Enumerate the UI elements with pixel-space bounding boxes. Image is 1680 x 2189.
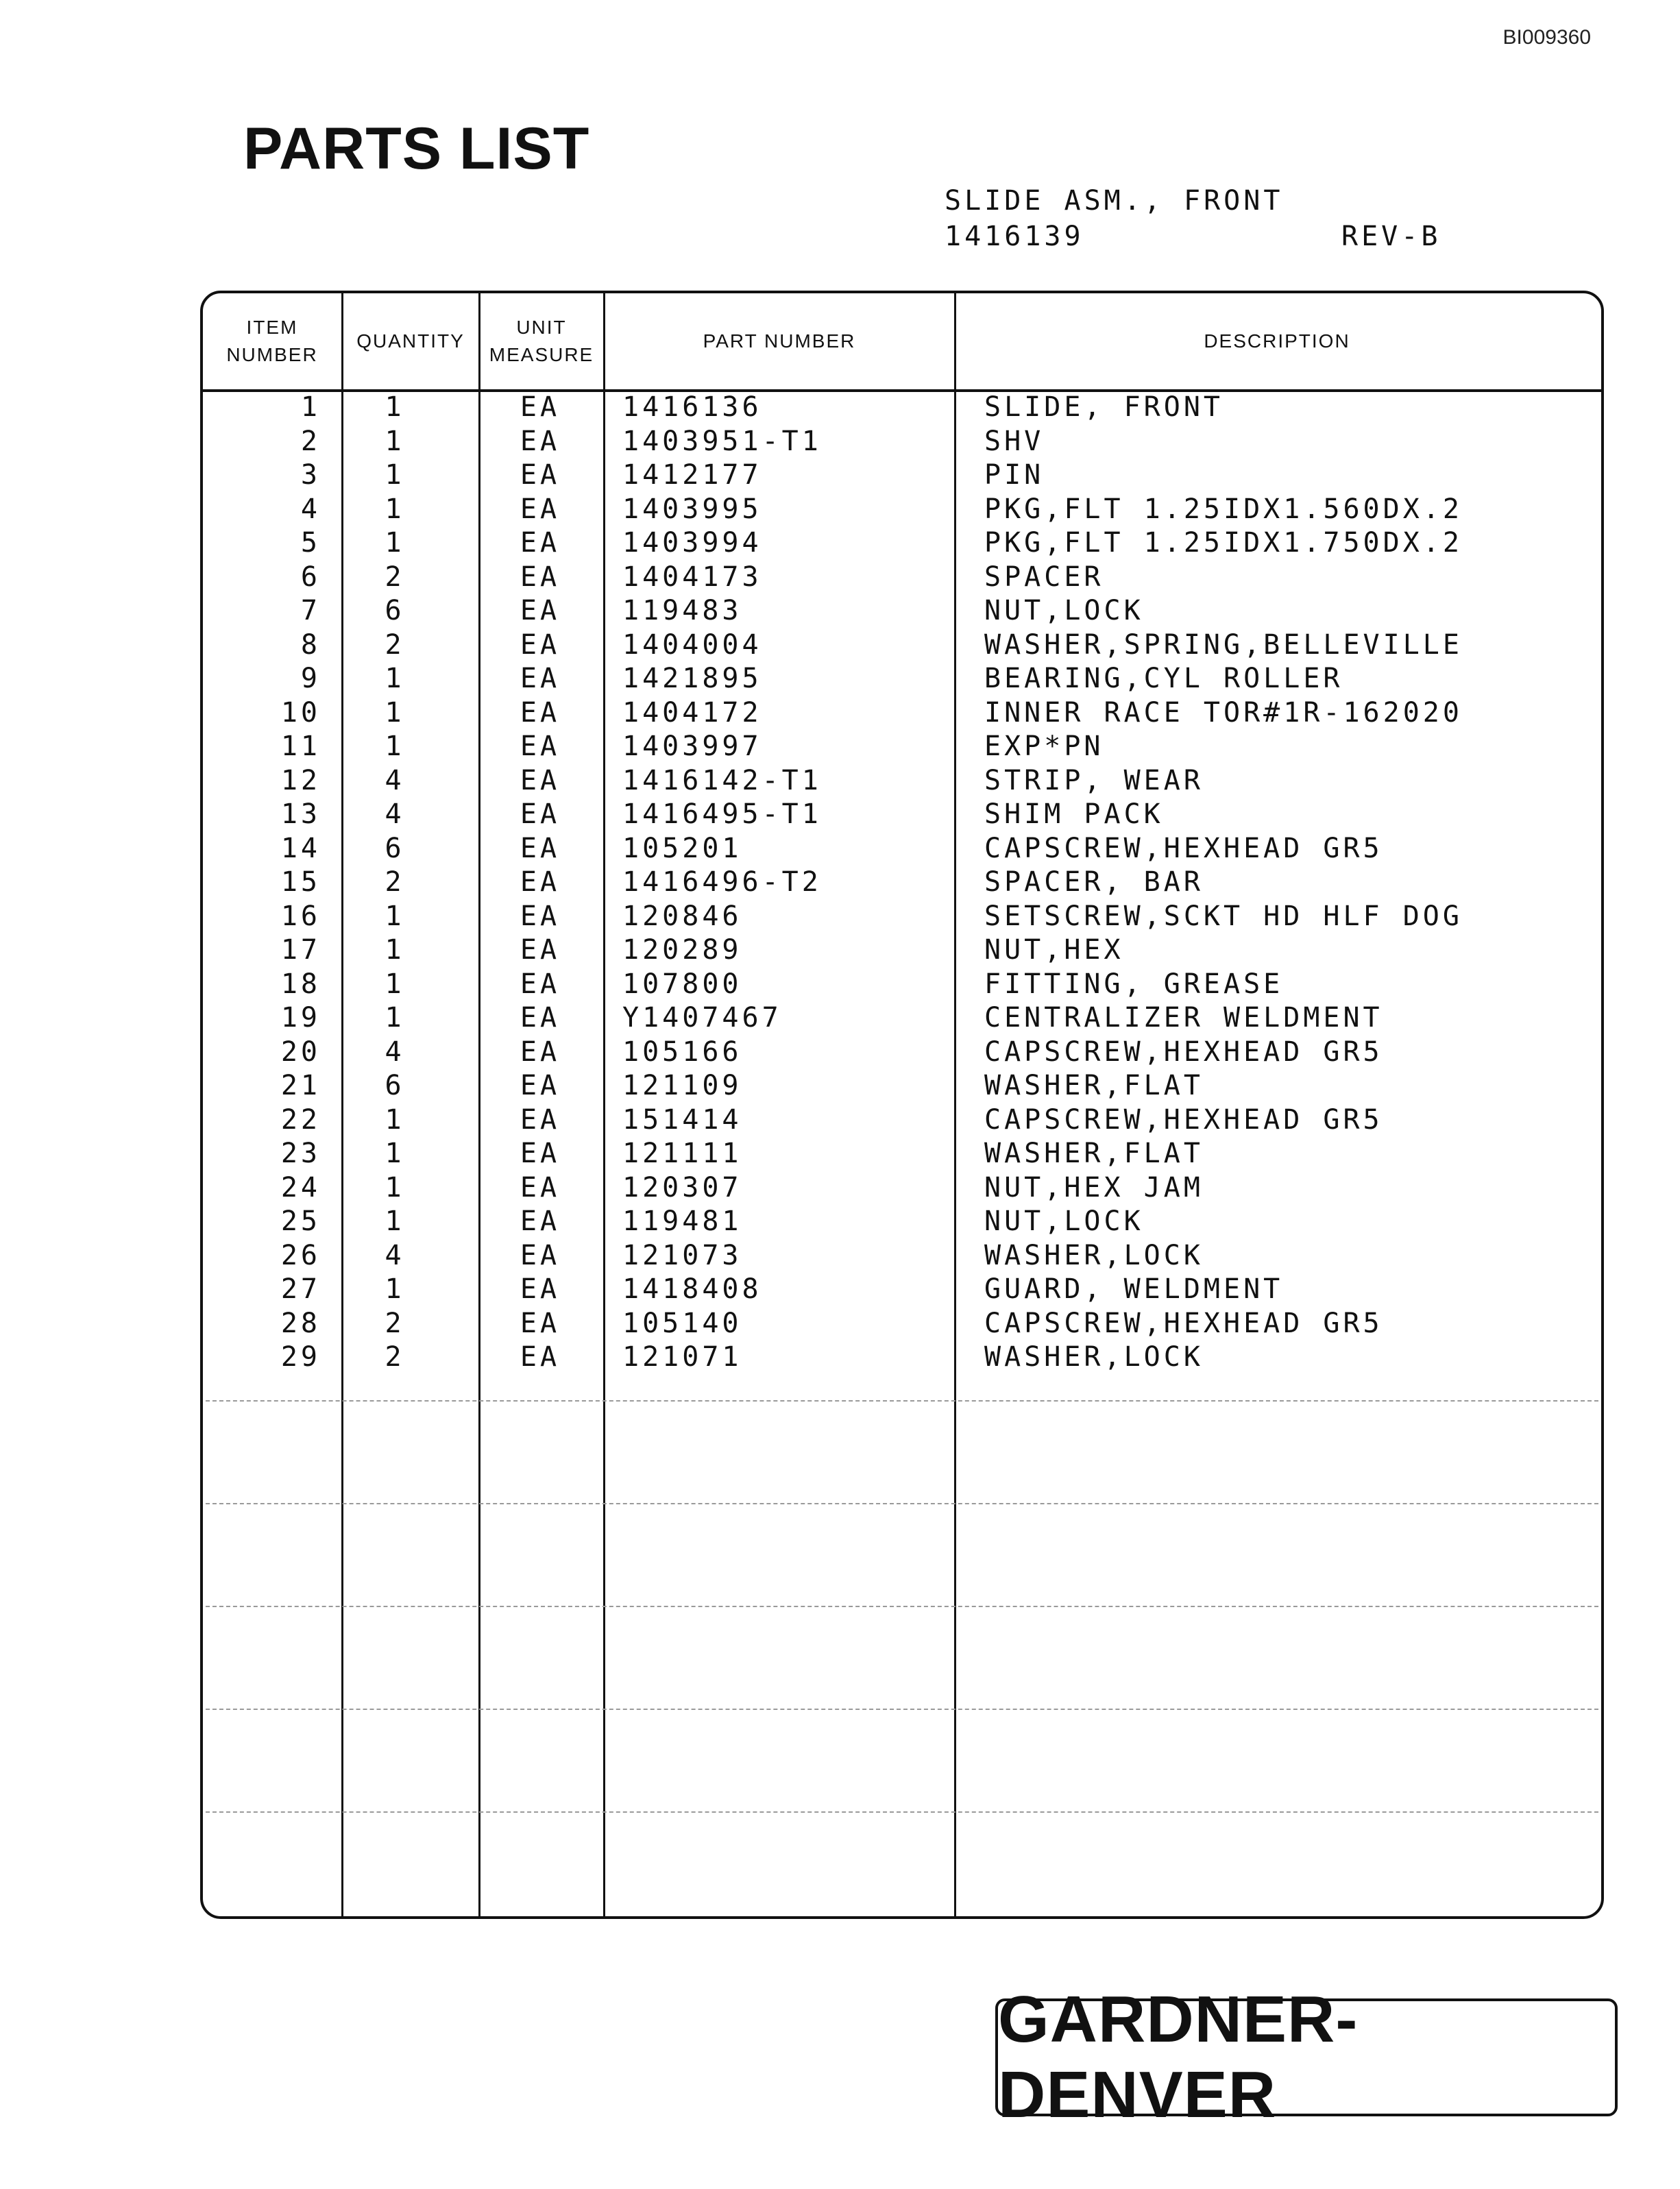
table-row [203,968,1601,1002]
part-number-cell: 121073 [622,1239,742,1271]
assembly-revision: REV-B [1341,221,1441,252]
quantity-cell: 4 [385,798,405,830]
description-cell: WASHER,SPRING,BELLEVILLE [984,628,1463,661]
item-number-cell: 3 [300,459,321,491]
table-row [203,832,1601,866]
item-number-cell: 2 [300,425,321,457]
item-number-cell: 16 [280,900,321,932]
part-number-cell: 1416496-T2 [622,866,822,898]
item-number-cell: 25 [280,1206,321,1237]
description-cell: NUT,HEX [984,934,1124,966]
part-number-cell: 1404172 [622,696,762,729]
table-row [203,662,1601,696]
table-row [203,458,1601,493]
unit-measure-cell: EA [520,1171,561,1203]
item-number-cell: 19 [280,1002,321,1034]
table-row [203,1273,1601,1307]
quantity-cell: 1 [385,1273,405,1305]
quantity-cell: 1 [385,1138,405,1169]
item-number-cell: 21 [280,1070,321,1101]
header-unit-measure: UNIT MEASURE [489,317,594,365]
item-number-cell: 29 [280,1341,321,1373]
unit-measure-cell: EA [520,1036,561,1068]
table-row [203,933,1601,968]
part-number-cell: 105140 [622,1307,742,1339]
quantity-cell: 1 [385,493,405,525]
unit-measure-cell: EA [520,832,561,864]
unit-measure-cell: EA [520,934,561,966]
part-number-cell: 1403995 [622,493,762,525]
quantity-cell: 1 [385,968,405,1000]
item-number-cell: 28 [280,1307,321,1339]
description-cell: NUT,LOCK [984,595,1144,626]
table-row [203,696,1601,731]
unit-measure-cell: EA [520,493,561,525]
item-number-cell: 14 [280,832,321,864]
item-number-cell: 7 [300,595,321,626]
part-number-cell: 105201 [622,832,742,864]
item-number-cell: 26 [280,1239,321,1271]
unit-measure-cell: EA [520,764,561,796]
quantity-cell: 2 [385,1307,405,1339]
table-row [203,730,1601,764]
quantity-cell: 1 [385,1171,405,1203]
quantity-cell: 1 [385,900,405,932]
gardner-denver-logo [995,1983,1618,2131]
unit-measure-cell: EA [520,459,561,491]
parts-table [200,291,1604,1919]
table-row [203,594,1601,628]
item-number-cell: 13 [280,798,321,830]
quantity-cell: 4 [385,1239,405,1271]
description-cell: STRIP, WEAR [984,764,1204,796]
item-number-cell: 12 [280,764,321,796]
description-cell: SLIDE, FRONT [984,391,1224,423]
part-number-cell: 1416136 [622,391,762,423]
part-number-cell: 105166 [622,1036,742,1068]
item-number-cell: 20 [280,1036,321,1068]
item-number-cell: 17 [280,934,321,966]
item-number-cell: 10 [280,696,321,729]
part-number-cell: 120307 [622,1171,742,1203]
description-cell: SHV [984,425,1045,457]
header-item-number: ITEM NUMBER [226,317,318,365]
item-number-cell: 23 [280,1138,321,1169]
unit-measure-cell: EA [520,628,561,661]
part-number-cell: 119483 [622,595,742,626]
unit-measure-cell: EA [520,696,561,729]
quantity-cell: 6 [385,595,405,626]
part-number-cell: 121109 [622,1070,742,1101]
unit-measure-cell: EA [520,968,561,1000]
part-number-cell: 1403994 [622,527,762,559]
description-cell: FITTING, GREASE [984,968,1284,1000]
quantity-cell: 2 [385,628,405,661]
description-cell: SPACER [984,561,1104,593]
blank-row-ruling [206,1400,1598,1402]
table-row [203,866,1601,900]
table-row [203,764,1601,798]
description-cell: WASHER,LOCK [984,1239,1204,1271]
unit-measure-cell: EA [520,425,561,457]
description-cell: SETSCREW,SCKT HD HLF DOG [984,900,1463,932]
quantity-cell: 1 [385,1002,405,1034]
description-cell: WASHER,FLAT [984,1138,1204,1169]
quantity-cell: 1 [385,527,405,559]
table-row [203,561,1601,595]
header-description: DESCRIPTION [1204,330,1350,352]
quantity-cell: 1 [385,1206,405,1237]
table-row [203,1036,1601,1070]
quantity-cell: 1 [385,391,405,423]
blank-row-ruling [206,1811,1598,1813]
assembly-number: 1416139 [945,221,1084,252]
part-number-cell: 151414 [622,1103,742,1136]
table-row [203,1205,1601,1239]
table-row [203,493,1601,527]
quantity-cell: 2 [385,866,405,898]
table-row [203,1341,1601,1375]
description-cell: CAPSCREW,HEXHEAD GR5 [984,832,1383,864]
table-row [203,628,1601,663]
table-row [203,1069,1601,1103]
header-part-number: PART NUMBER [703,330,856,352]
item-number-cell: 27 [280,1273,321,1305]
description-cell: WASHER,LOCK [984,1341,1204,1373]
description-cell: GUARD, WELDMENT [984,1273,1284,1305]
part-number-cell: 1404173 [622,561,762,593]
unit-measure-cell: EA [520,561,561,593]
unit-measure-cell: EA [520,527,561,559]
unit-measure-cell: EA [520,900,561,932]
part-number-cell: 1418408 [622,1273,762,1305]
item-number-cell: 9 [300,663,321,694]
description-cell: PIN [984,459,1045,491]
description-cell: CAPSCREW,HEXHEAD GR5 [984,1036,1383,1068]
table-row [203,1239,1601,1273]
table-row [203,1001,1601,1036]
unit-measure-cell: EA [520,1239,561,1271]
unit-measure-cell: EA [520,1307,561,1339]
description-cell: SHIM PACK [984,798,1164,830]
table-row [203,1307,1601,1341]
table-row [203,425,1601,459]
unit-measure-cell: EA [520,866,561,898]
unit-measure-cell: EA [520,1341,561,1373]
part-number-cell: 1412177 [622,459,762,491]
part-number-cell: 120289 [622,934,742,966]
item-number-cell: 24 [280,1171,321,1203]
description-cell: INNER RACE TOR#1R-162020 [984,696,1463,729]
quantity-cell: 1 [385,731,405,762]
description-cell: PKG,FLT 1.25IDX1.560DX.2 [984,493,1463,525]
part-number-cell: 1404004 [622,628,762,661]
quantity-cell: 6 [385,1070,405,1101]
blank-row-ruling [206,1709,1598,1710]
table-row [203,1171,1601,1206]
unit-measure-cell: EA [520,1273,561,1305]
part-number-cell: 119481 [622,1206,742,1237]
unit-measure-cell: EA [520,1103,561,1136]
part-number-cell: 120846 [622,900,742,932]
quantity-cell: 1 [385,663,405,694]
description-cell: PKG,FLT 1.25IDX1.750DX.2 [984,527,1463,559]
table-row [203,1137,1601,1171]
quantity-cell: 1 [385,934,405,966]
item-number-cell: 15 [280,866,321,898]
unit-measure-cell: EA [520,1206,561,1237]
item-number-cell: 1 [300,391,321,423]
blank-row-ruling [206,1503,1598,1504]
unit-measure-cell: EA [520,1002,561,1034]
table-row [203,391,1601,425]
quantity-cell: 4 [385,764,405,796]
blank-row-ruling [206,1606,1598,1607]
part-number-cell: 1403997 [622,731,762,762]
table-row [203,900,1601,934]
unit-measure-cell: EA [520,595,561,626]
item-number-cell: 4 [300,493,321,525]
quantity-cell: 1 [385,1103,405,1136]
table-row [203,526,1601,561]
part-number-cell: 1416142-T1 [622,764,822,796]
quantity-cell: 1 [385,425,405,457]
document-id: BI009360 [1502,26,1591,49]
part-number-cell: 1416495-T1 [622,798,822,830]
description-cell: NUT,LOCK [984,1206,1144,1237]
logo-text: GARDNER-DENVER [998,1983,1359,2131]
quantity-cell: 1 [385,459,405,491]
page-title: PARTS LIST [243,116,590,182]
description-cell: BEARING,CYL ROLLER [984,663,1343,694]
item-number-cell: 8 [300,628,321,661]
unit-measure-cell: EA [520,391,561,423]
part-number-cell: Y1407467 [622,1002,782,1034]
description-cell: SPACER, BAR [984,866,1204,898]
part-number-cell: 1403951-T1 [622,425,822,457]
item-number-cell: 5 [300,527,321,559]
unit-measure-cell: EA [520,731,561,762]
description-cell: EXP*PN [984,731,1104,762]
unit-measure-cell: EA [520,1070,561,1101]
part-number-cell: 121071 [622,1341,742,1373]
assembly-name: SLIDE ASM., FRONT [945,185,1284,217]
description-cell: CENTRALIZER WELDMENT [984,1002,1383,1034]
description-cell: CAPSCREW,HEXHEAD GR5 [984,1103,1383,1136]
item-number-cell: 11 [280,731,321,762]
quantity-cell: 1 [385,696,405,729]
description-cell: CAPSCREW,HEXHEAD GR5 [984,1307,1383,1339]
unit-measure-cell: EA [520,663,561,694]
quantity-cell: 6 [385,832,405,864]
item-number-cell: 22 [280,1103,321,1136]
description-cell: NUT,HEX JAM [984,1171,1204,1203]
item-number-cell: 6 [300,561,321,593]
part-number-cell: 121111 [622,1138,742,1169]
header-quantity: QUANTITY [356,330,465,352]
description-cell: WASHER,FLAT [984,1070,1204,1101]
item-number-cell: 18 [280,968,321,1000]
part-number-cell: 107800 [622,968,742,1000]
quantity-cell: 2 [385,561,405,593]
table-row [203,1103,1601,1138]
part-number-cell: 1421895 [622,663,762,694]
table-row [203,798,1601,832]
quantity-cell: 4 [385,1036,405,1068]
unit-measure-cell: EA [520,798,561,830]
quantity-cell: 2 [385,1341,405,1373]
unit-measure-cell: EA [520,1138,561,1169]
